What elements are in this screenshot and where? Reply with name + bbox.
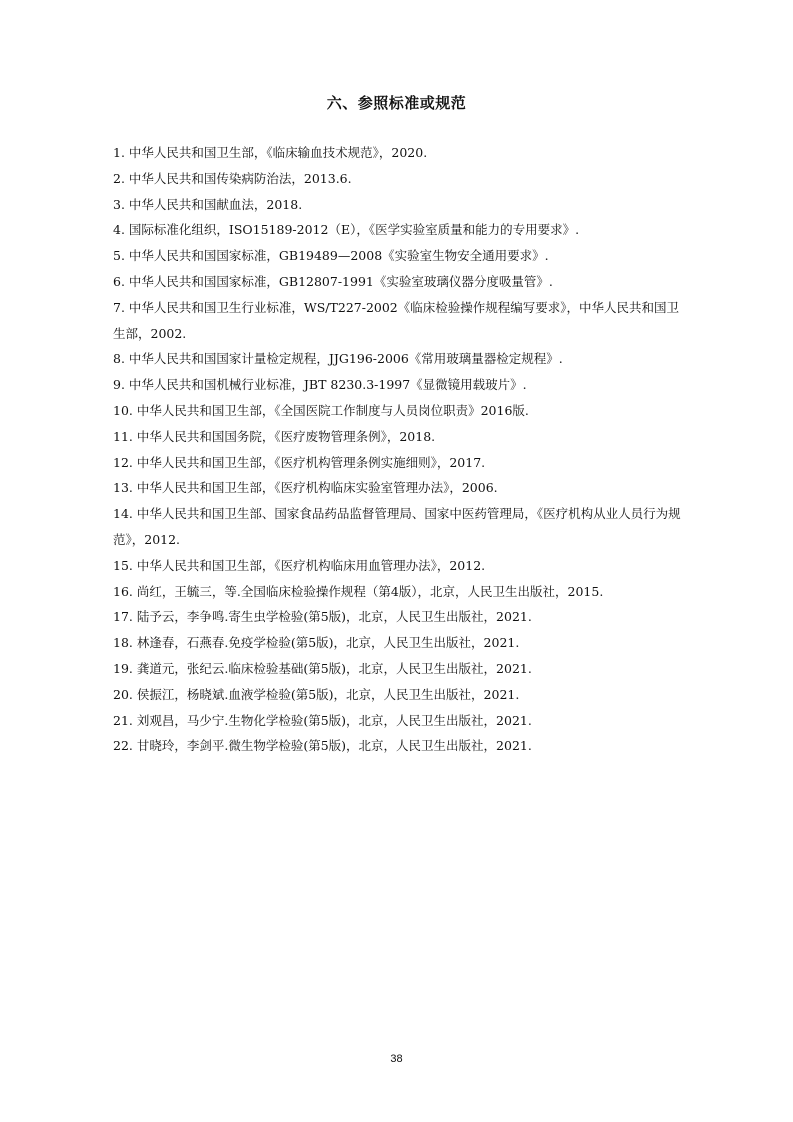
- reference-item: 7. 中华人民共和国卫生行业标准，WS/T227-2002《临床检验操作规程编写要求》，中华人民共和国卫生部，2002.: [113, 299, 680, 341]
- reference-item: 8. 中华人民共和国国家计量检定规程，JJG196-2006《常用玻璃量器检定规程》.: [113, 351, 563, 367]
- reference-item: 12. 中华人民共和国卫生部，《医疗机构管理条例实施细则》，2017.: [113, 454, 486, 470]
- reference-item: 5. 中华人民共和国国家标准，GB19489—2008《实验室生物安全通用要求》.: [113, 248, 549, 264]
- reference-item: 22. 甘晓玲，李剑平.微生物学检验(第5版)，北京，人民卫生出版社，2021.: [113, 738, 532, 754]
- reference-item: 1. 中华人民共和国卫生部，《临床输血技术规范》，2020.: [113, 145, 428, 160]
- reference-item: 21. 刘观昌，马少宁.生物化学检验(第5版)，北京，人民卫生出版社，2021.: [113, 712, 532, 728]
- page-number: 38: [390, 1053, 403, 1065]
- reference-list: [113, 140, 683, 759]
- reference-item: 18. 林逢春，石燕春.免疫学检验(第5版)，北京，人民卫生出版社，2021.: [113, 635, 520, 651]
- section-heading: 六、参照标准或规范: [326, 94, 467, 112]
- reference-item: 19. 龚道元，张纪云.临床检验基础(第5版)，北京，人民卫生出版社，2021.: [113, 660, 532, 676]
- reference-item: 20. 侯振江，杨晓斌.血液学检验(第5版)，北京，人民卫生出版社，2021.: [113, 686, 520, 702]
- reference-item: 9. 中华人民共和国机械行业标准，JBT 8230.3-1997《显微镜用载玻片》.: [113, 377, 527, 393]
- reference-item: 3. 中华人民共和国献血法，2018.: [113, 196, 303, 212]
- reference-item: 15. 中华人民共和国卫生部，《医疗机构临床用血管理办法》，2012.: [113, 557, 486, 573]
- reference-item: 11. 中华人民共和国国务院，《医疗废物管理条例》，2018.: [113, 428, 436, 444]
- reference-item: 4. 国际标准化组织，ISO15189-2012（E），《医学实验室质量和能力的专用要求》.: [113, 222, 580, 238]
- reference-item: 6. 中华人民共和国国家标准，GB12807-1991《实验室玻璃仪器分度吸量管》.: [113, 273, 553, 289]
- reference-item: 10. 中华人民共和国卫生部，《全国医院工作制度与人员岗位职责》2016版.: [113, 402, 529, 418]
- reference-item: 2. 中华人民共和国传染病防治法，2013.6.: [113, 170, 352, 186]
- reference-item: 16. 尚红，王毓三，等.全国临床检验操作规程（第4版），北京，人民卫生出版社，2015.: [113, 583, 604, 599]
- reference-item: 17. 陆予云，李争鸣.寄生虫学检验(第5版)，北京，人民卫生出版社，2021.: [113, 609, 532, 625]
- reference-item: 13. 中华人民共和国卫生部，《医疗机构临床实验室管理办法》，2006.: [113, 480, 498, 496]
- reference-item: 14. 中华人民共和国卫生部、国家食品药品监督管理局、国家中医药管理局，《医疗机构从业人员行为规范》，2012.: [113, 506, 681, 547]
